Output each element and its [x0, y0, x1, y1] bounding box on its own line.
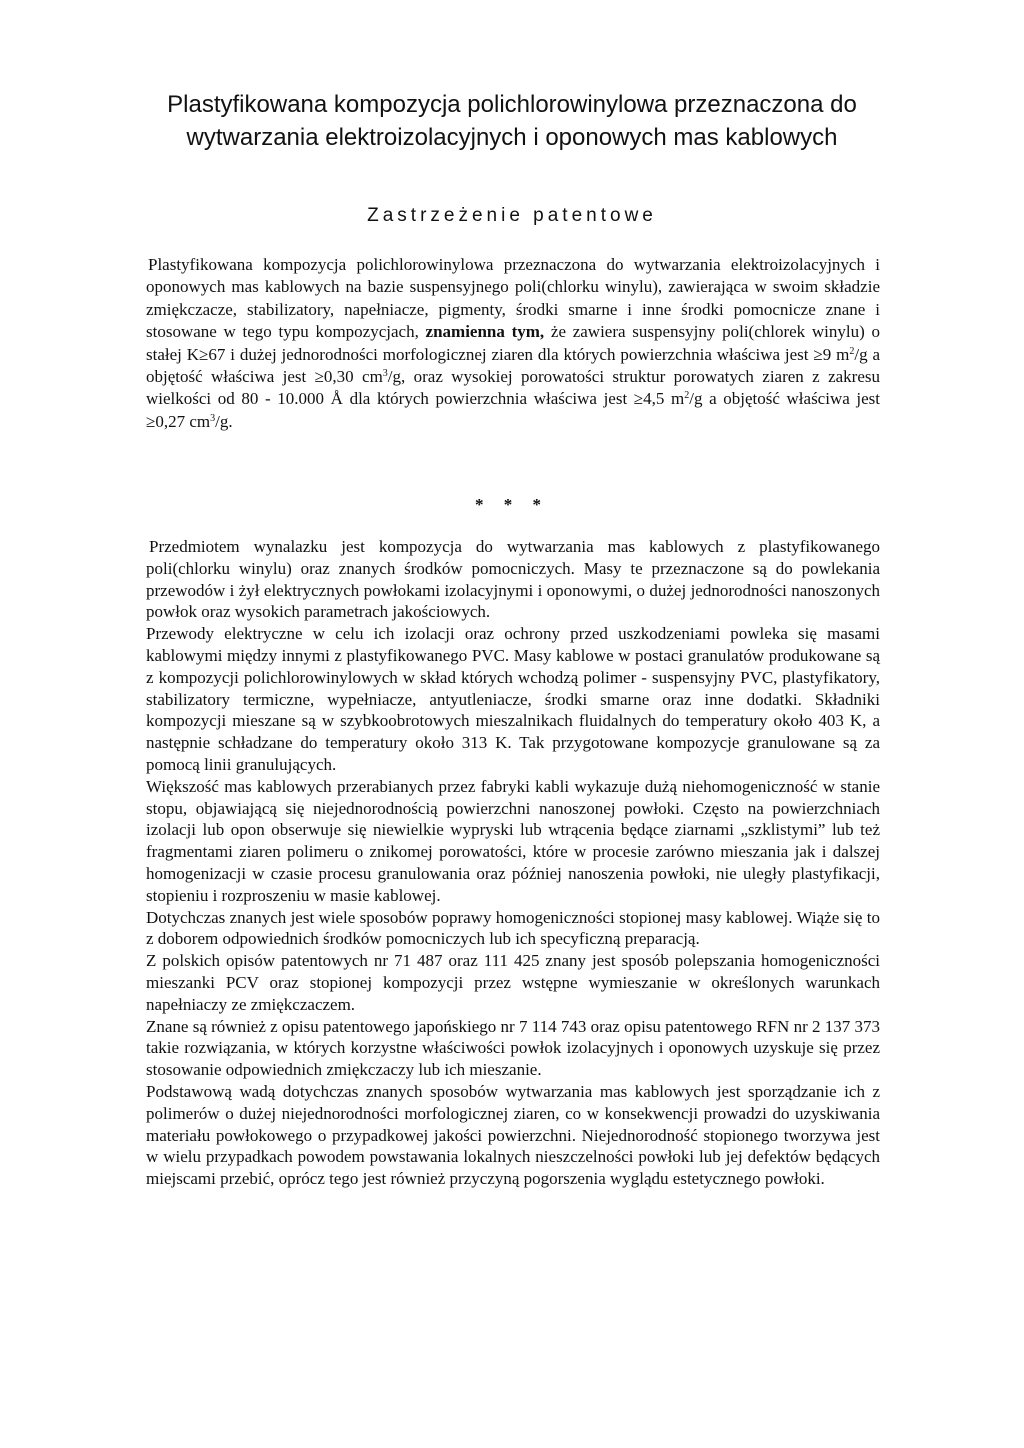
document-title: Plastyfikowana kompozycja polichlorowinylowa przeznaczona do wytwarzania elektroizolacyjnych i oponowych mas kablowych — [167, 91, 857, 151]
claim-text-part-4: /g, oraz wysokiej porowatości struktur porowatych ziaren z zakresu wielkości od 80 - 10.000 Å dla których powierzchnia właściwa jest ≥4,5 m — [146, 367, 880, 409]
superscript: 2 — [849, 345, 855, 357]
patent-claim — [146, 254, 880, 433]
claim-text-part-3: /g a objętość właściwa jest ≥0,30 cm — [146, 344, 880, 387]
paragraph: Większość mas kablowych przerabianych przez fabryki kabli wykazuje dużą niehomogeniczność w stanie stopu, objawiającą się niejednorodnością powierzchni nanoszonej powłoki. Często na powierzchniach izolacji lub opon obserwuje się niewielkie wypryski lub wtrącenia będące ziarnami „szklistymi” lub też fragmentami ziaren polimeru o znikomej porowatości, które w procesie zarówno mieszania jak i dalszej homogenizacji w czasie procesu granulowania oraz później nanoszenia powłoki, nie uległy plastyfikacji, stopieniu i rozproszeniu w masie kablowej. — [146, 776, 880, 905]
paragraph: Z polskich opisów patentowych nr 71 487 oraz 111 425 znany jest sposób polepszania homogeniczności mieszanki PCV oraz stopionej kompozycji przez wstępne wymieszanie w określonych warunkach napełniaczy ze zmiękczaczem. — [146, 951, 880, 1014]
paragraph: Przedmiotem wynalazku jest kompozycja do wytwarzania mas kablowych z plastyfikowanego poli(chlorku winylu) oraz znanych środków pomocniczych. Masy te przeznaczone są do powlekania przewodów i żył elektrycznych powłokami izolacyjnymi i oponowymi, o dużej jednorodności nanoszonych powłok oraz wysokich parametrach jakościowych. — [146, 537, 880, 622]
claims-heading: Zastrzeżenie patentowe — [367, 205, 657, 226]
superscript: 2 — [684, 390, 690, 402]
section-separator: * * * — [475, 495, 549, 514]
description-body — [146, 536, 880, 1190]
paragraph: Znane są również z opisu patentowego japońskiego nr 7 114 743 oraz opisu patentowego RFN nr 2 137 373 takie rozwiązania, w których korzystne właściwości powłok izolacyjnych i oponowych uzyskuje się przez stosowanie odpowiednich zmiękczaczy lub ich mieszanie. — [146, 1016, 880, 1080]
paragraph: Przewody elektryczne w celu ich izolacji oraz ochrony przed uszkodzeniami powleka się masami kablowymi między innymi z plastyfikowanego PVC. Masy kablowe w postaci granulatów produkowane są z kompozycji polichlorowinylowych w skład których wchodzą polimer - suspensyjny PVC, plastyfikatory, stabilizatory termiczne, wypełniacze, antyutleniacze, środki smarne oraz inne dodatki. Składniki kompozycji mieszane są w szybkoobrotowych mieszalnikach fluidalnych do temperatury około 403 K, a następnie schładzane do temperatury około 313 K. Tak przygotowane kompozycje granulowane są za pomocą linii granulujących. — [146, 624, 880, 774]
paragraph: Dotychczas znanych jest wiele sposobów poprawy homogeniczności stopionej masy kablowej. Wiąże się to z doborem odpowiednich środków pomocniczych lub ich specyficzną preparacją. — [146, 907, 880, 949]
paragraph: Podstawową wadą dotychczas znanych sposobów wytwarzania mas kablowych jest sporządzanie ich z polimerów o dużej niejednorodności morfologicznej ziaren, co w konsekwencji prowadzi do uzyskiwania materiału powłokowego o przypadkowej jakości powierzchni. Niejednorodność stopionego tworzywa jest w wielu przypadkach powodem powstawania lokalnych nieszczelności powłoki lub jej defektów będących miejscami przebić, oprócz tego jest również przyczyną pogorszenia wyglądu estetycznego powłoki. — [146, 1081, 880, 1189]
claim-text-part-2: że zawiera suspensyjny poli(chlorek winylu) o stałej K≥67 i dużej jednorodności morfologicznej ziaren dla których powierzchnia właściwa jest ≥9 m — [146, 322, 880, 364]
claim-text-part-1: Plastyfikowana kompozycja polichlorowinylowa przeznaczona do wytwarzania elektroizolacyjnych i oponowych mas kablowych na bazie suspensyjnego poli(chlorku winylu), zawierająca w swoim składzie zmiękczacze, stabilizatory, napełniacze, pigmenty, środki smarne i inne środki pomocnicze znane i stosowane w tego typu kompozycjach, — [146, 255, 880, 342]
superscript: 3 — [382, 368, 388, 380]
claim-text-part-5: /g a objętość właściwa jest ≥0,27 cm — [146, 389, 880, 431]
claim-characterizing-phrase: znamienna tym, — [425, 322, 545, 342]
claim-text-part-6: /g. — [215, 411, 233, 431]
superscript: 3 — [210, 412, 216, 424]
